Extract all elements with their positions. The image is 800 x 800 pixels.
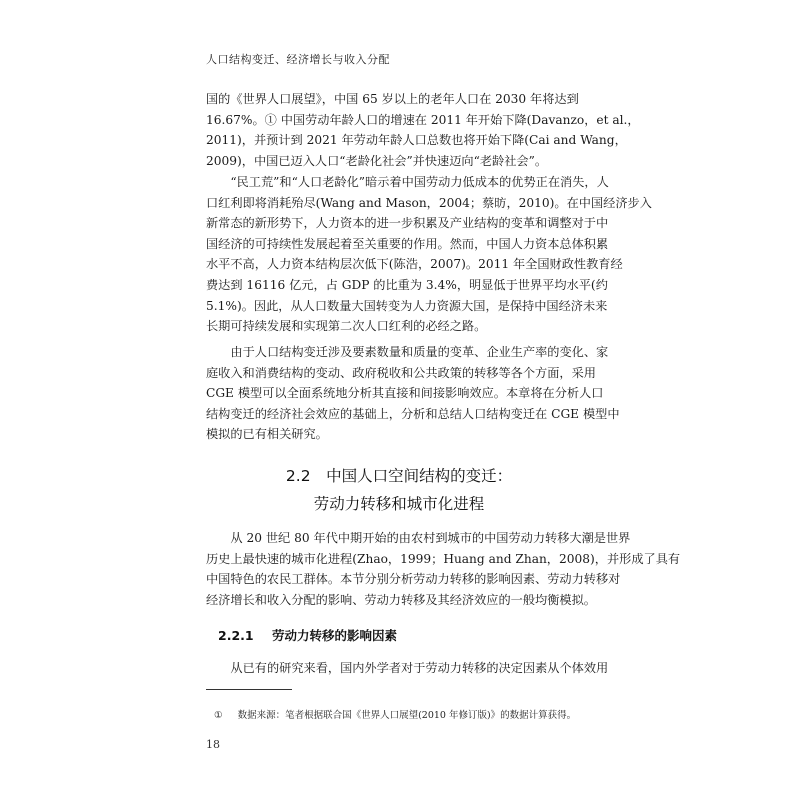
text-line: 2009)，中国已迈入人口“老龄化社会”并快速迈向“老龄社会”。	[206, 153, 548, 168]
text-line: 2011)，并预计到 2021 年劳动年龄人口总数也将开始下降(Cai and Wang，	[206, 133, 627, 148]
text-line: 国经济的可持续性发展起着至关重要的作用。然而，中国人力资本总体积累	[206, 236, 609, 251]
text-line: 5.1%)。因此，从人口数量大国转变为人力资源大国，是保持中国经济未来	[206, 298, 608, 313]
text-line: 中国特色的农民工群体。本节分别分析劳动力转移的影响因素、劳动力转移对	[206, 572, 621, 587]
paragraph-5	[206, 658, 609, 679]
paragraph-2	[206, 172, 652, 337]
text-line: 口红利即将消耗殆尽(Wang and Mason，2004；蔡昉，2010)。在中国经济步入	[206, 195, 652, 210]
section-title-line: 2.2 中国人口空间结构的变迁：	[285, 467, 513, 485]
subsection-heading	[218, 626, 397, 644]
text-line: “民工荒”和“人口老龄化”暗示着中国劳动力低成本的优势正在消失，人	[230, 175, 609, 189]
section-title	[206, 462, 592, 518]
subsection-number: 2.2.1	[218, 628, 254, 643]
footnote-divider	[206, 689, 292, 690]
paragraph-1	[206, 89, 640, 171]
running-head: 人口结构变迁、经济增长与收入分配	[206, 53, 390, 66]
text-line: 历史上最快速的城市化进程(Zhao，1999；Huang and Zhan，2008)，并形成了具有	[206, 551, 681, 566]
subsection-title: 劳动力转移的影响因素	[271, 628, 397, 643]
text-line: 从已有的研究来看，国内外学者对于劳动力转移的决定因素从个体效用	[230, 661, 609, 675]
text-line: 经济增长和收入分配的影响、劳动力转移及其经济效应的一般均衡模拟。	[206, 592, 596, 607]
text-line: CGE 模型可以全面系统地分析其直接和间接影响效应。本章将在分析人口	[206, 386, 604, 401]
paragraph-3	[206, 342, 620, 445]
section-title-line: 劳动力转移和城市化进程	[313, 495, 485, 513]
text-line: 模拟的已有相关研究。	[206, 427, 328, 442]
text-line: 16.67%。① 中国劳动年龄人口的增速在 2011 年开始下降(Davanzo，et al.，	[206, 112, 640, 127]
text-line: 国的《世界人口展望》，中国 65 岁以上的老年人口在 2030 年将达到	[206, 92, 579, 106]
footnote-mark: ①	[214, 710, 223, 721]
text-line: 长期可持续发展和实现第二次人口红利的必经之路。	[206, 319, 487, 334]
text-line: 由于人口结构变迁涉及要素数量和质量的变革、企业生产率的变化、家	[230, 345, 609, 359]
text-line: 从 20 世纪 80 年代中期开始的由农村到城市的中国劳动力转移大潮是世界	[230, 531, 631, 545]
text-line: 庭收入和消费结构的变动、政府税收和公共政策的转移等各个方面，采用	[206, 365, 596, 380]
text-line: 新常态的新形势下，人力资本的进一步积累及产业结构的变革和调整对于中	[206, 216, 609, 231]
paragraph-4	[206, 528, 681, 610]
footnote	[214, 707, 576, 721]
text-line: 费达到 16116 亿元，占 GDP 的比重为 3.4%，明显低于世界平均水平(约	[206, 277, 608, 292]
text-line: 水平不高，人力资本结构层次低下(陈浩，2007)。2011 年全国财政性教育经	[206, 257, 623, 272]
page-number: 18	[206, 738, 220, 751]
footnote-text: 数据来源：笔者根据联合国《世界人口展望(2010 年修订版)》的数据计算获得。	[237, 710, 577, 721]
text-line: 结构变迁的经济社会效应的基础上，分析和总结人口结构变迁在 CGE 模型中	[206, 406, 620, 421]
